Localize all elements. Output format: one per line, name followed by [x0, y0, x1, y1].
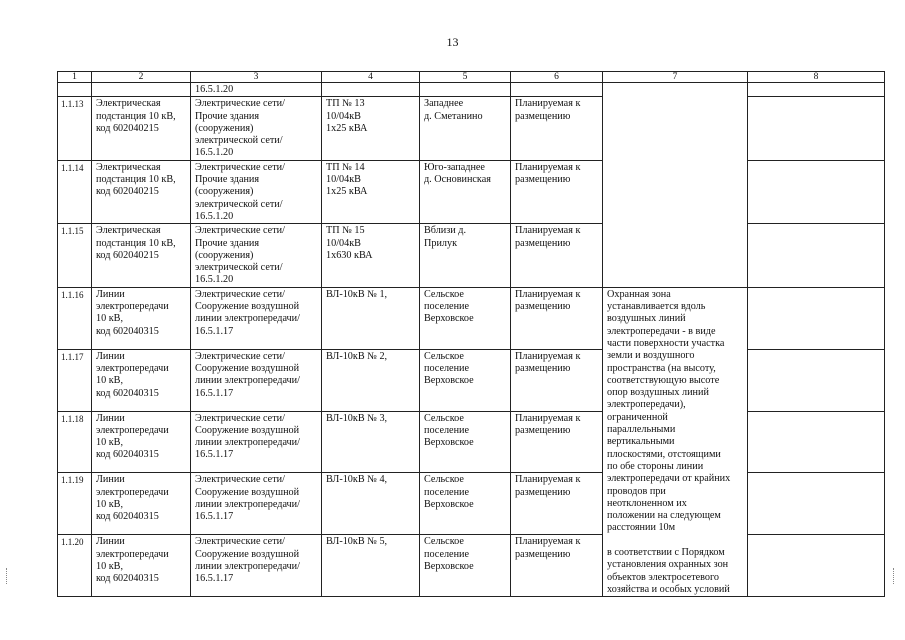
- object-location: Юго-западнее д. Основинская: [420, 160, 511, 223]
- object-params: ВЛ-10кВ № 3,: [322, 411, 420, 473]
- table-cell: 16.5.1.20: [191, 83, 322, 97]
- object-status: Планируемая к размещению: [511, 224, 603, 287]
- header-cell: 7: [603, 72, 748, 83]
- table-cell: [748, 83, 885, 97]
- row-number: 1.1.17: [58, 349, 92, 411]
- object-type: Электрические сети/ Прочие здания (сооружения) электрической сети/ 16.5.1.20: [191, 224, 322, 287]
- table-row: [58, 224, 885, 287]
- object-type: Электрические сети/ Прочие здания (сооружения) электрической сети/ 16.5.1.20: [191, 160, 322, 223]
- continuation-row: [58, 83, 885, 97]
- table-cell: [511, 83, 603, 97]
- object-location: Западнее д. Сметанино: [420, 97, 511, 160]
- object-status: Планируемая к размещению: [511, 535, 603, 597]
- table-cell: [748, 97, 885, 160]
- object-params: ТП № 13 10/04кВ 1х25 кВА: [322, 97, 420, 160]
- table-cell: [58, 83, 92, 97]
- object-name: Линии электропередачи 10 кВ, код 602040315: [92, 349, 191, 411]
- object-type: Электрические сети/ Сооружение воздушной линии электропередачи/ 16.5.1.17: [191, 349, 322, 411]
- page-number: 13: [446, 35, 459, 49]
- scan-edge-mark: [893, 568, 896, 584]
- table-header-row: [58, 72, 885, 83]
- header-cell: 6: [511, 72, 603, 83]
- table-cell: [322, 83, 420, 97]
- object-status: Планируемая к размещению: [511, 287, 603, 349]
- scan-edge-mark: [6, 568, 9, 584]
- table-cell: [420, 83, 511, 97]
- object-type: Электрические сети/ Сооружение воздушной линии электропередачи/ 16.5.1.17: [191, 287, 322, 349]
- header-cell: 3: [191, 72, 322, 83]
- table-row: [58, 287, 885, 349]
- object-name: Электрическая подстанция 10 кВ, код 602040215: [92, 224, 191, 287]
- row-number: 1.1.20: [58, 535, 92, 597]
- table-row: [58, 535, 885, 597]
- object-params: ТП № 14 10/04кВ 1х25 кВА: [322, 160, 420, 223]
- object-status: Планируемая к размещению: [511, 411, 603, 473]
- row-number: 1.1.14: [58, 160, 92, 223]
- object-params: ВЛ-10кВ № 2,: [322, 349, 420, 411]
- table-row: [58, 349, 885, 411]
- row-number: 1.1.15: [58, 224, 92, 287]
- object-status: Планируемая к размещению: [511, 473, 603, 535]
- row-number: 1.1.13: [58, 97, 92, 160]
- object-status: Планируемая к размещению: [511, 97, 603, 160]
- object-status: Планируемая к размещению: [511, 160, 603, 223]
- table-cell: [748, 473, 885, 535]
- object-location: Сельское поселение Верховское: [420, 473, 511, 535]
- object-type: Электрические сети/ Сооружение воздушной линии электропередачи/ 16.5.1.17: [191, 473, 322, 535]
- object-location: Сельское поселение Верховское: [420, 349, 511, 411]
- table-cell: [92, 83, 191, 97]
- document-table: [57, 71, 885, 597]
- object-location: Сельское поселение Верховское: [420, 411, 511, 473]
- row-number: 1.1.18: [58, 411, 92, 473]
- object-name: Линии электропередачи 10 кВ, код 602040315: [92, 287, 191, 349]
- object-type: Электрические сети/ Прочие здания (сооружения) электрической сети/ 16.5.1.20: [191, 97, 322, 160]
- zone-cell-empty: [603, 83, 748, 288]
- table-cell: [748, 224, 885, 287]
- object-name: Электрическая подстанция 10 кВ, код 602040215: [92, 97, 191, 160]
- object-params: ВЛ-10кВ № 1,: [322, 287, 420, 349]
- row-number: 1.1.16: [58, 287, 92, 349]
- zone-note: Охранная зона устанавливается вдоль воздушных линий электропередачи - в виде части поверхности участка земли и воздушного пространства (на высоту, соответствующую высоте опор воздушных линий электропередачи), ограниченной параллельными вертикальными плоскостями, отстоящими по обе стороны линии электропередачи от крайних проводов при неотклоненном их положении на следующем расстоянии 10м в соответствии с Порядком установления охранных зон объектов электросетевого хозяйства и особых условий: [603, 287, 748, 596]
- object-name: Линии электропередачи 10 кВ, код 602040315: [92, 473, 191, 535]
- object-location: Сельское поселение Верховское: [420, 535, 511, 597]
- table-row: [58, 473, 885, 535]
- object-params: ВЛ-10кВ № 5,: [322, 535, 420, 597]
- header-cell: 5: [420, 72, 511, 83]
- object-location: Сельское поселение Верховское: [420, 287, 511, 349]
- header-cell: 2: [92, 72, 191, 83]
- table-row: [58, 411, 885, 473]
- table-row: [58, 160, 885, 223]
- object-location: Вблизи д. Прилук: [420, 224, 511, 287]
- table-cell: [748, 411, 885, 473]
- object-params: ТП № 15 10/04кВ 1х630 кВА: [322, 224, 420, 287]
- table-row: [58, 97, 885, 160]
- object-type: Электрические сети/ Сооружение воздушной линии электропередачи/ 16.5.1.17: [191, 535, 322, 597]
- object-type: Электрические сети/ Сооружение воздушной линии электропередачи/ 16.5.1.17: [191, 411, 322, 473]
- row-number: 1.1.19: [58, 473, 92, 535]
- header-cell: 1: [58, 72, 92, 83]
- object-params: ВЛ-10кВ № 4,: [322, 473, 420, 535]
- header-cell: 8: [748, 72, 885, 83]
- object-name: Электрическая подстанция 10 кВ, код 602040215: [92, 160, 191, 223]
- table-cell: [748, 349, 885, 411]
- object-name: Линии электропередачи 10 кВ, код 602040315: [92, 535, 191, 597]
- table-cell: [748, 287, 885, 349]
- object-name: Линии электропередачи 10 кВ, код 602040315: [92, 411, 191, 473]
- object-status: Планируемая к размещению: [511, 349, 603, 411]
- table-cell: [748, 160, 885, 223]
- header-cell: 4: [322, 72, 420, 83]
- table-cell: [748, 535, 885, 597]
